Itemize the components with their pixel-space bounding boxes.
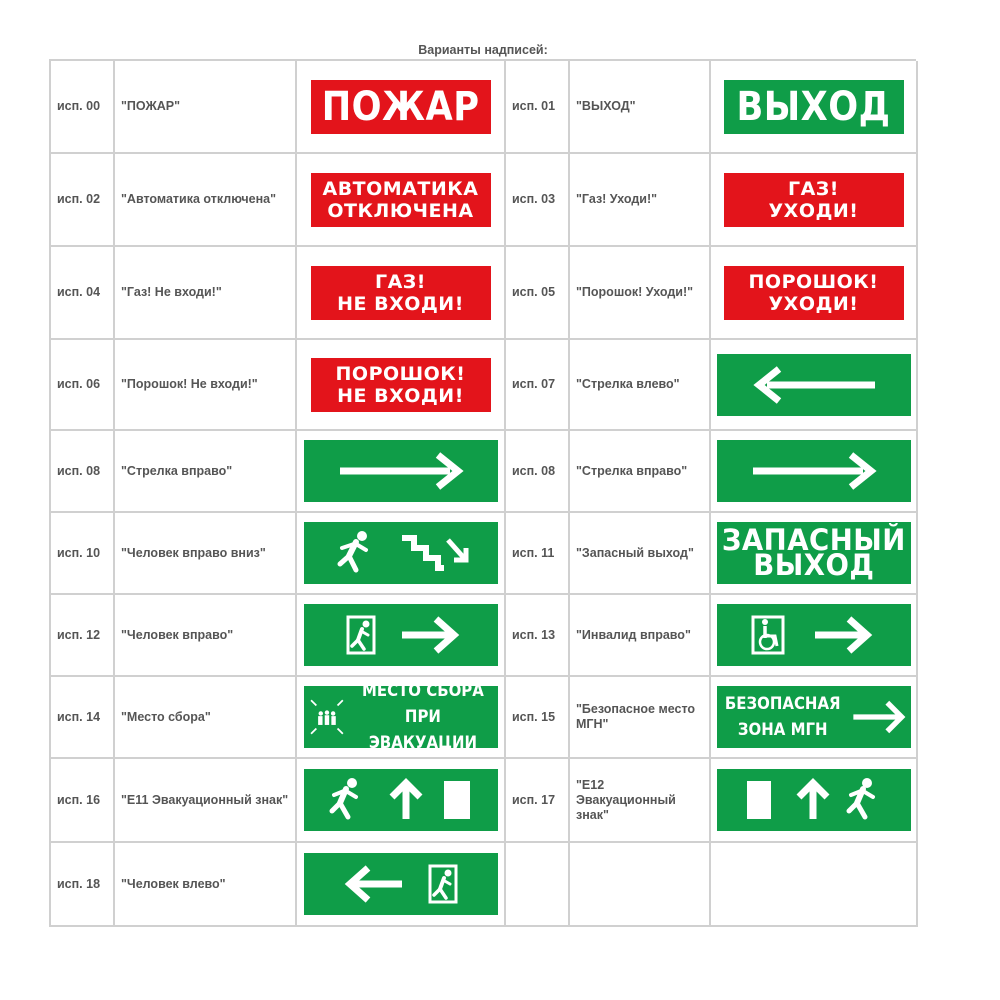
name-cell: "Стрелка вправо" [570, 431, 711, 513]
sign-vykhod: ВЫХОД [724, 80, 904, 134]
name-cell: "ВЫХОД" [570, 61, 711, 154]
code-cell: исп. 08 [51, 431, 115, 513]
sign-cell [297, 595, 506, 677]
empty-cell [506, 843, 570, 927]
name-cell: "Порошок! Уходи!" [570, 247, 711, 340]
sign-zapasnyi-vykhod: ЗАПАСНЫЙ ВЫХОД [717, 522, 911, 584]
name-cell: "Стрелка вправо" [115, 431, 297, 513]
name-cell: "Человек вправо" [115, 595, 297, 677]
sign-cell [297, 677, 506, 759]
code-cell: исп. 05 [506, 247, 570, 340]
sign-pozhar: ПОЖАР [311, 80, 491, 134]
name-cell: "Газ! Не входи!" [115, 247, 297, 340]
sign-cell [297, 340, 506, 431]
name-cell: "Автоматика отключена" [115, 154, 297, 247]
sign-gaz-ne-vkhodi: ГАЗ! НЕ ВХОДИ! [311, 266, 491, 320]
sign-cell [711, 61, 918, 154]
wheelchair-arrow-right-icon [717, 604, 911, 666]
code-cell: исп. 01 [506, 61, 570, 154]
sign-cell [711, 677, 918, 759]
empty-cell [570, 843, 711, 927]
sign-poroshok-ne-vkhodi: ПОРОШОК! НЕ ВХОДИ! [311, 358, 491, 412]
name-cell: "Человек влево" [115, 843, 297, 927]
sign-cell [711, 759, 918, 843]
name-cell: "Запасный выход" [570, 513, 711, 595]
sign-bezopasnaya-zona: БЕЗОПАСНАЯ ЗОНА МГН [717, 686, 911, 748]
sign-man-left [304, 853, 498, 915]
sign-poroshok-ukhodi: ПОРОШОК! УХОДИ! [724, 266, 904, 320]
sign-cell [711, 247, 918, 340]
sign-arrow-right [717, 440, 911, 502]
name-cell: "Газ! Уходи!" [570, 154, 711, 247]
code-cell: исп. 02 [51, 154, 115, 247]
name-cell: "ПОЖАР" [115, 61, 297, 154]
sign-e12 [717, 769, 911, 831]
sign-cell [711, 154, 918, 247]
name-cell: "Инвалид вправо" [570, 595, 711, 677]
door-arrow-up-running-man-icon [717, 769, 911, 831]
code-cell: исп. 06 [51, 340, 115, 431]
arrow-right-icon [304, 440, 498, 502]
arrow-left-icon [717, 354, 911, 416]
name-cell: "Порошок! Не входи!" [115, 340, 297, 431]
sign-cell [711, 595, 918, 677]
code-cell: исп. 14 [51, 677, 115, 759]
sign-mesto-sbora: МЕСТО СБОРА ПРИ ЭВАКУАЦИИ [304, 686, 498, 748]
code-cell: исп. 15 [506, 677, 570, 759]
sign-arrow-left [717, 354, 911, 416]
code-cell: исп. 08 [506, 431, 570, 513]
sign-man-right [304, 604, 498, 666]
code-cell: исп. 16 [51, 759, 115, 843]
assembly-point-icon [304, 686, 348, 748]
name-cell: "Е12 Эвакуационный знак" [570, 759, 711, 843]
code-cell: исп. 13 [506, 595, 570, 677]
sign-arrow-right [304, 440, 498, 502]
code-cell: исп. 12 [51, 595, 115, 677]
sign-man-stairs-down [304, 522, 498, 584]
sign-cell [297, 247, 506, 340]
sign-cell [711, 513, 918, 595]
running-man-stairs-down-icon [304, 522, 498, 584]
code-cell: исп. 11 [506, 513, 570, 595]
code-cell: исп. 18 [51, 843, 115, 927]
code-cell: исп. 00 [51, 61, 115, 154]
sign-cell [297, 61, 506, 154]
code-cell: исп. 17 [506, 759, 570, 843]
exit-man-arrow-right-icon [304, 604, 498, 666]
name-cell: "Место сбора" [115, 677, 297, 759]
sign-cell [297, 431, 506, 513]
arrow-right-icon [717, 440, 911, 502]
signs-table [49, 59, 916, 927]
sign-cell [711, 340, 918, 431]
code-cell: исп. 10 [51, 513, 115, 595]
code-cell: исп. 04 [51, 247, 115, 340]
code-cell: исп. 07 [506, 340, 570, 431]
sign-gaz-ukhodi: ГАЗ! УХОДИ! [724, 173, 904, 227]
sign-cell [711, 431, 918, 513]
name-cell: "Безопасное место МГН" [570, 677, 711, 759]
sign-cell [297, 154, 506, 247]
sign-e11 [304, 769, 498, 831]
sign-cell [297, 513, 506, 595]
sign-avtomatika: АВТОМАТИКА ОТКЛЮЧЕНА [311, 173, 491, 227]
code-cell: исп. 03 [506, 154, 570, 247]
caption: Варианты надписей: [418, 43, 548, 57]
name-cell: "Е11 Эвакуационный знак" [115, 759, 297, 843]
sign-cell [297, 843, 506, 927]
sign-cell [297, 759, 506, 843]
arrow-left-exit-man-icon [304, 853, 498, 915]
sign-wheelchair-right [717, 604, 911, 666]
arrow-right-icon [848, 686, 911, 748]
running-man-arrow-up-door-icon [304, 769, 498, 831]
name-cell: "Человек вправо вниз" [115, 513, 297, 595]
name-cell: "Стрелка влево" [570, 340, 711, 431]
empty-cell [711, 843, 918, 927]
